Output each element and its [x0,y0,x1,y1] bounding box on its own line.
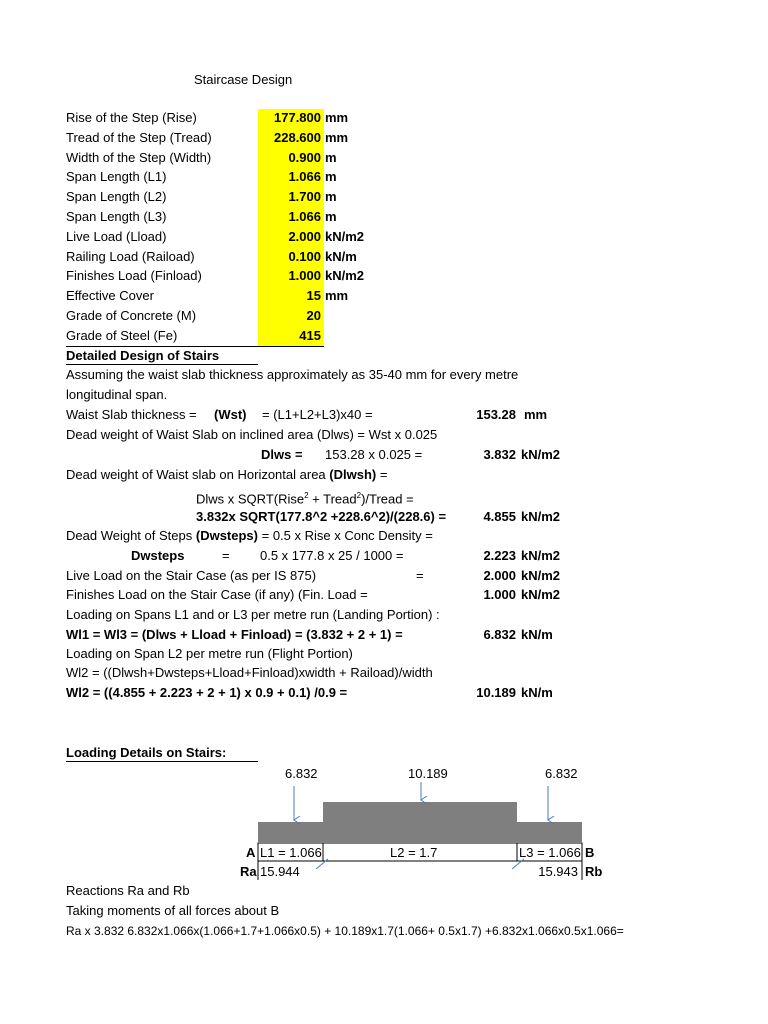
input-value[interactable]: 177.800 [274,110,321,125]
wl1-unit: kN/m [521,627,553,642]
input-label: Grade of Steel (Fe) [66,328,178,343]
loading-heading: Loading Details on Stairs: [66,745,258,762]
input-label: Finishes Load (Finload) [66,268,202,283]
landing-load-right [517,822,582,842]
wl2-value: 10.189 [476,685,516,700]
wst-formula: = (L1+L2+L3)x40 = [262,407,373,422]
input-unit: mm [325,130,349,145]
steps-unit: kN/m2 [521,548,561,563]
input-value[interactable]: 1.700 [288,189,321,204]
design-heading: Detailed Design of Stairs [66,348,258,365]
assumption-line-2: longitudinal span. [66,387,168,402]
input-unit: mm [325,110,349,125]
input-unit: m [325,169,337,184]
wl2-calc: Wl2 = ((4.855 + 2.223 + 2 + 1) x 0.9 + 0.1) /0.9 = [66,685,348,700]
input-unit: mm [325,288,349,303]
flight-load [323,802,517,842]
span-l2-label: L2 = 1.7 [390,845,438,860]
dlwsh-value: 4.855 [483,509,516,524]
live-load-value: 2.000 [483,568,516,583]
dlws-value: 3.832 [483,447,516,462]
support-a-label: A [246,845,256,860]
dlwsh-formula-part2: + Tread [308,491,357,507]
input-value[interactable]: 415 [299,328,321,343]
steps-value: 2.223 [483,548,516,563]
live-load-label: Live Load on the Stair Case (as per IS 875) [66,568,317,583]
input-label: Grade of Concrete (M) [66,308,197,323]
wst-unit: mm [524,407,548,422]
dlwsh-formula-sup2: 2 [356,491,362,500]
steps-symbol: Dwsteps [131,548,185,563]
load-label-right: 6.832 [545,766,578,781]
input-unit: m [325,189,337,204]
input-value[interactable]: 0.100 [288,249,321,264]
input-value[interactable]: 1.066 [288,169,321,184]
input-value[interactable]: 1.000 [288,268,321,283]
input-unit: kN/m [325,249,357,264]
wst-symbol: (Wst) [214,407,247,422]
input-label: Rise of the Step (Rise) [66,110,197,125]
live-load-unit: kN/m2 [521,568,561,583]
wl2-formula: Wl2 = ((Dlwsh+Dwsteps+Lload+Finload)xwidth + Raiload)/width [66,665,433,680]
assumption-line-1: Assuming the waist slab thickness approximately as 35-40 mm for every metre [66,367,519,382]
reactions-heading: Reactions Ra and Rb [66,883,190,898]
input-unit: kN/m2 [325,268,365,283]
dlws-unit: kN/m2 [521,447,561,462]
steps-desc-formula: = 0.5 x Rise x Conc Density = [261,528,433,543]
dlwsh-desc-symbol: (Dlwsh) [329,467,377,482]
dlwsh-formula-part3: )/Tread = [361,491,414,507]
load-label-mid: 10.189 [408,766,448,781]
rb-value: 15.943 [538,864,578,879]
span-l1-label: L1 = 1.066 [260,845,322,860]
input-label: Span Length (L3) [66,209,167,224]
finishes-load-value: 1.000 [483,587,516,602]
dlwsh-formula-sup1: 2 [304,491,309,500]
dlwsh-desc-text: Dead weight of Waist slab on Horizontal area [66,467,326,482]
steps-calc: 0.5 x 177.8 x 25 / 1000 = [260,548,404,563]
rb-label: Rb [585,864,603,879]
ra-equation: Ra x 3.832 6.832x1.066x(1.066+1.7+1.066x0.5) + 10.189x1.7(1.066+ 0.5x1.7) +6.832x1.066x0.5x1.066= [66,924,624,938]
dlwsh-calc: 3.832x SQRT(177.8^2 +228.6^2)/(228.6) = [196,509,447,524]
dlws-calc: 153.28 x 0.025 = [325,447,423,462]
span-l3-label: L3 = 1.066 [519,845,581,860]
support-b-label: B [585,845,595,860]
ra-label: Ra [240,864,257,879]
moments-line: Taking moments of all forces about B [66,903,280,918]
input-label: Tread of the Step (Tread) [66,130,212,145]
flight-description: Loading on Span L2 per metre run (Flight Portion) [66,646,353,661]
page-title: Staircase Design [194,72,293,87]
input-unit: m [325,209,337,224]
wst-label: Waist Slab thickness = [66,407,197,422]
dlws-symbol: Dlws = [261,447,303,462]
steps-desc-symbol: (Dwsteps) [195,528,258,543]
input-value[interactable]: 15 [306,288,321,303]
input-unit: m [325,150,337,165]
wl2-unit: kN/m [521,685,553,700]
input-value[interactable]: 2.000 [288,229,321,244]
input-value[interactable]: 20 [306,308,321,323]
input-unit: kN/m2 [325,229,365,244]
dlws-description: Dead weight of Waist Slab on inclined area (Dlws) = Wst x 0.025 [66,427,438,442]
dlwsh-formula-part1: Dlws x SQRT(Rise [196,491,305,507]
live-load-eq: = [416,568,424,583]
input-label: Width of the Step (Width) [66,150,212,165]
input-value[interactable]: 228.600 [274,130,321,145]
input-label: Railing Load (Raiload) [66,249,195,264]
input-label: Live Load (Lload) [66,229,167,244]
input-value[interactable]: 0.900 [288,150,321,165]
landing-load-left [258,822,323,842]
dlwsh-desc-eq: = [379,467,388,482]
steps-desc-text: Dead Weight of Steps [66,528,193,543]
finishes-load-unit: kN/m2 [521,587,561,602]
landing-description: Loading on Spans L1 and or L3 per metre run (Landing Portion) : [66,607,440,622]
input-label: Span Length (L2) [66,189,167,204]
steps-eq: = [222,548,230,563]
wl1-value: 6.832 [483,627,516,642]
wst-value: 153.28 [476,407,516,422]
input-value[interactable]: 1.066 [288,209,321,224]
load-label-left: 6.832 [285,766,318,781]
finishes-load-label: Finishes Load on the Stair Case (if any) (Fin. Load = [66,587,368,602]
input-label: Span Length (L1) [66,169,167,184]
dlwsh-unit: kN/m2 [521,509,561,524]
wl1-formula: Wl1 = Wl3 = (Dlws + Lload + Finload) = (3.832 + 2 + 1) = [66,627,403,642]
ra-value: 15.944 [260,864,300,879]
input-label: Effective Cover [66,288,154,303]
